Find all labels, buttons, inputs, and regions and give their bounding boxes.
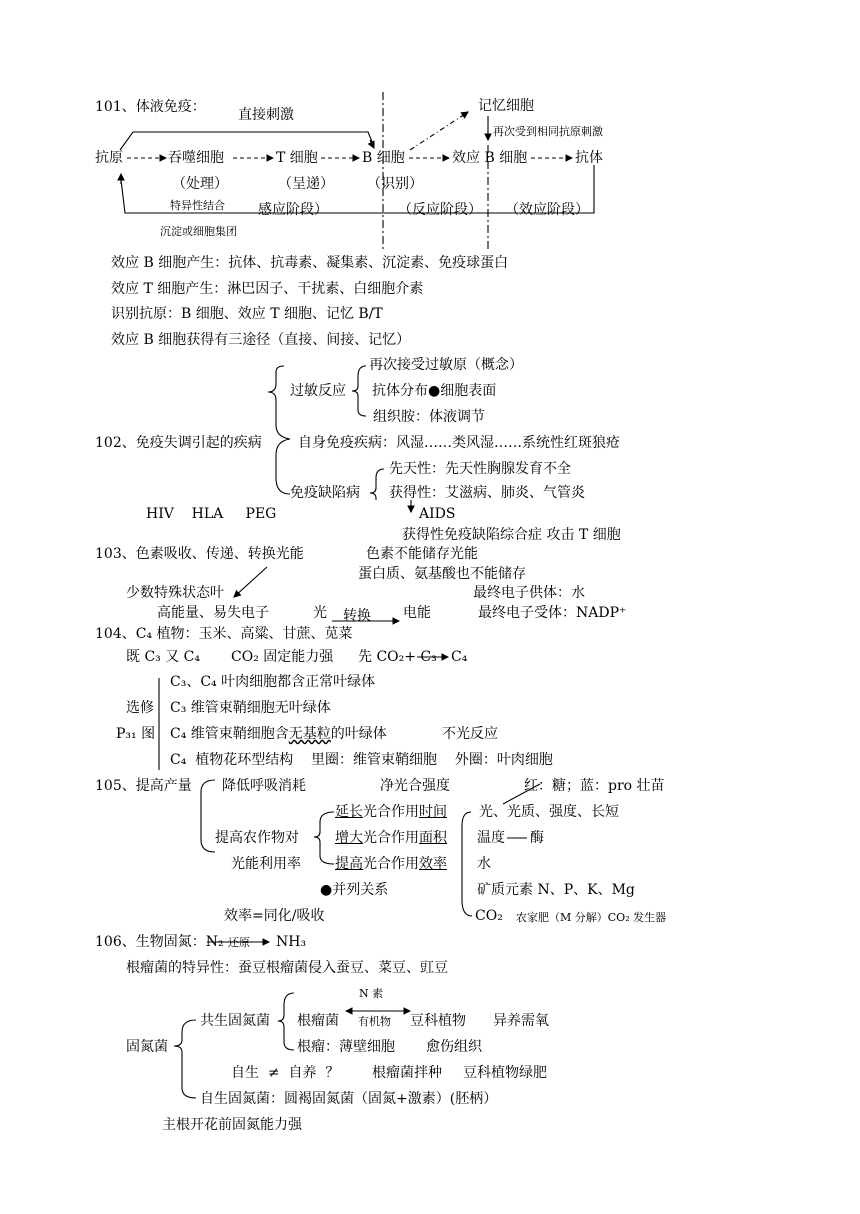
note-effector-t: 效应 T 细胞产生：淋巴因子、干扰素、白细胞介素 <box>111 281 424 297</box>
abbreviations: HIV HLA PEG <box>146 506 277 522</box>
recognize-label: （识别） <box>367 176 423 192</box>
factor-enzyme: 酶 <box>530 830 544 846</box>
immunodef-item-1: 先天性：先天性胸腺发育不全 <box>389 461 571 477</box>
aids-description: 获得性免疫缺陷综合症 攻击 T 细胞 <box>402 527 621 543</box>
heterotroph-label: 异养需氧 <box>493 1013 549 1029</box>
chain-antibody: 抗体 <box>575 150 603 166</box>
autoimmune-label: 自身免疫疾病：风湿……类风湿……系统性红斑狼疮 <box>298 435 620 451</box>
callus-label: 愈伤组织 <box>426 1039 482 1055</box>
symbiotic-label: 共生固氮菌 <box>200 1013 270 1029</box>
free-living-label: 自生固氮菌：圆褐固氮菌（固氮+激素）(胚柄） <box>200 1091 498 1107</box>
s102-heading: 102、免疫失调引起的疾病 <box>95 435 262 451</box>
stage-effect: （效应阶段） <box>505 202 589 218</box>
co2-first-label: 先 CO₂+ C₃ <box>358 649 437 665</box>
specific-binding-label: 特异性结合 <box>170 199 225 212</box>
main-root-note: 主根开花前固氮能力强 <box>162 1117 302 1133</box>
branch-time: 延长光合作用时间 <box>335 804 447 820</box>
factor-light: 光、光质、强度、长短 <box>479 804 619 820</box>
efficiency-formula: 效率=同化/吸收 <box>224 908 325 924</box>
rhizobium-specificity: 根瘤菌的特异性：蚕豆根瘤菌侵入蚕豆、菜豆、豇豆 <box>126 960 448 976</box>
electric-energy-label: 电能 <box>403 605 431 621</box>
co2-fixation-label: CO₂ 固定能力强 <box>231 649 334 665</box>
process-label: （处理） <box>172 176 228 192</box>
restimulus-label: 再次受到相同抗原刺激 <box>493 125 603 138</box>
electron-acceptor: 最终电子受体：NADP⁺ <box>478 605 627 621</box>
stage-reaction: （反应阶段） <box>398 202 482 218</box>
aids-label: AIDS <box>419 506 456 522</box>
direct-stimulus-label: 直接刺激 <box>238 107 294 123</box>
branch-efficiency: 提高光合作用效率 <box>335 856 447 872</box>
branch-area: 增大光合作用面积 <box>335 830 447 846</box>
reduce-respiration: 降低呼吸消耗 <box>222 778 306 794</box>
item-c3: C₃ 维管束鞘细胞无叶绿体 <box>170 700 331 716</box>
s104-heading: 104、C₄ 植物：玉米、高粱、甘蔗、苋菜 <box>95 626 353 642</box>
item-c4-sheath: C₄ 维管束鞘细胞含无基粒的叶绿体 <box>170 726 387 742</box>
item-c4-kranz: C₄ 植物花环型结构 里圈：维管束鞘细胞 外圈：叶肉细胞 <box>170 752 553 768</box>
c4-result-label: C₄ <box>451 649 468 665</box>
protein-note: 蛋白质、氨基酸也不能储存 <box>358 566 526 582</box>
item-c3c4: C₃、C₄ 叶肉细胞都含正常叶绿体 <box>170 674 376 690</box>
improve-line1: 提高农作物对 <box>215 830 299 846</box>
light-label: 光 <box>313 605 327 621</box>
present-label: （呈递） <box>278 176 334 192</box>
memory-cell-label: 记忆细胞 <box>478 98 534 114</box>
convert-label: 转换 <box>343 608 371 624</box>
allergy-item-3: 组织胺：体液调节 <box>373 409 485 425</box>
factor-water: 水 <box>477 856 491 872</box>
immunodef-item-2: 获得性：艾滋病、肺炎、气管炎 <box>389 485 585 501</box>
allergy-item-2: 抗体分布●细胞表面 <box>372 383 497 399</box>
elective-label: 选修 <box>126 700 154 716</box>
figure-p31-label: P₃₁ 图 <box>116 726 156 742</box>
legume-label: 豆科植物 <box>410 1013 466 1029</box>
note-recognize: 识别抗原：B 细胞、效应 T 细胞、记忆 B/T <box>111 306 383 322</box>
chain-b-cell: B 细胞 <box>362 150 405 166</box>
allergy-item-1: 再次接受过敏原（概念） <box>369 357 523 373</box>
stage-induction: 感应阶段） <box>258 202 328 218</box>
s101-heading: 101、体液免疫： <box>95 99 206 115</box>
factor-mineral: 矿质元素 N、P、K、Mg <box>477 882 635 898</box>
immunodef-label: 免疫缺陷病 <box>290 485 360 501</box>
precipitate-label: 沉淀或细胞集团 <box>160 225 237 238</box>
nitrogen-fixer-label: 固氮菌 <box>126 1039 168 1055</box>
s106-heading: 106、生物固氮：N₂ <box>95 934 224 950</box>
factor-temperature: 温度 <box>477 830 505 846</box>
chain-effector-b: 效应 B 细胞 <box>452 150 528 166</box>
nh3-label: NH₃ <box>276 934 307 950</box>
parallel-relation: ●并列关系 <box>320 882 389 898</box>
rhizobium-label: 根瘤菌 <box>297 1013 339 1029</box>
co2-source-note: 农家肥（M 分解）CO₂ 发生器 <box>516 911 667 924</box>
allergy-label: 过敏反应 <box>290 383 346 399</box>
s105-heading: 105、提高产量 <box>95 778 192 794</box>
chain-antigen: 抗原 <box>95 150 123 166</box>
factor-co2: CO₂ <box>475 908 503 924</box>
self-vs-autotroph: 自生 ≠ 自养 ？ <box>231 1065 340 1081</box>
no-light-reaction: 不光反应 <box>442 726 498 742</box>
nodule-label: 根瘤：薄壁细胞 <box>297 1039 395 1055</box>
few-special-label: 少数特殊状态叶 <box>126 585 224 601</box>
improve-line2: 光能利用率 <box>231 856 301 872</box>
nitrogen-label: N 素 <box>359 987 384 1000</box>
c3-c4-label: 既 C₃ 又 C₄ <box>126 649 200 665</box>
high-energy-label: 高能量、易失电子 <box>157 605 269 621</box>
seed-mixing-label: 根瘤菌拌种 <box>372 1065 442 1081</box>
net-photosynthesis: 净光合强度 <box>380 778 450 794</box>
note-pathways: 效应 B 细胞获得有三途径（直接、间接、记忆） <box>111 332 411 348</box>
chain-phagocyte: 吞噬细胞 <box>168 150 224 166</box>
chain-t-cell: T 细胞 <box>276 150 318 166</box>
note-effector-b: 效应 B 细胞产生：抗体、抗毒素、凝集素、沉淀素、免疫球蛋白 <box>111 255 509 271</box>
s103-heading: 103、色素吸收、传递、转换光能 <box>95 546 304 562</box>
reduction-label: 还原 <box>228 936 250 949</box>
light-color-note: 红：糖；蓝：pro 壮苗 <box>524 778 665 794</box>
organic-label: 有机物 <box>358 1015 391 1028</box>
electron-donor: 最终电子供体：水 <box>473 585 585 601</box>
pigment-note: 色素不能储存光能 <box>366 546 478 562</box>
green-manure-label: 豆科植物绿肥 <box>463 1065 547 1081</box>
